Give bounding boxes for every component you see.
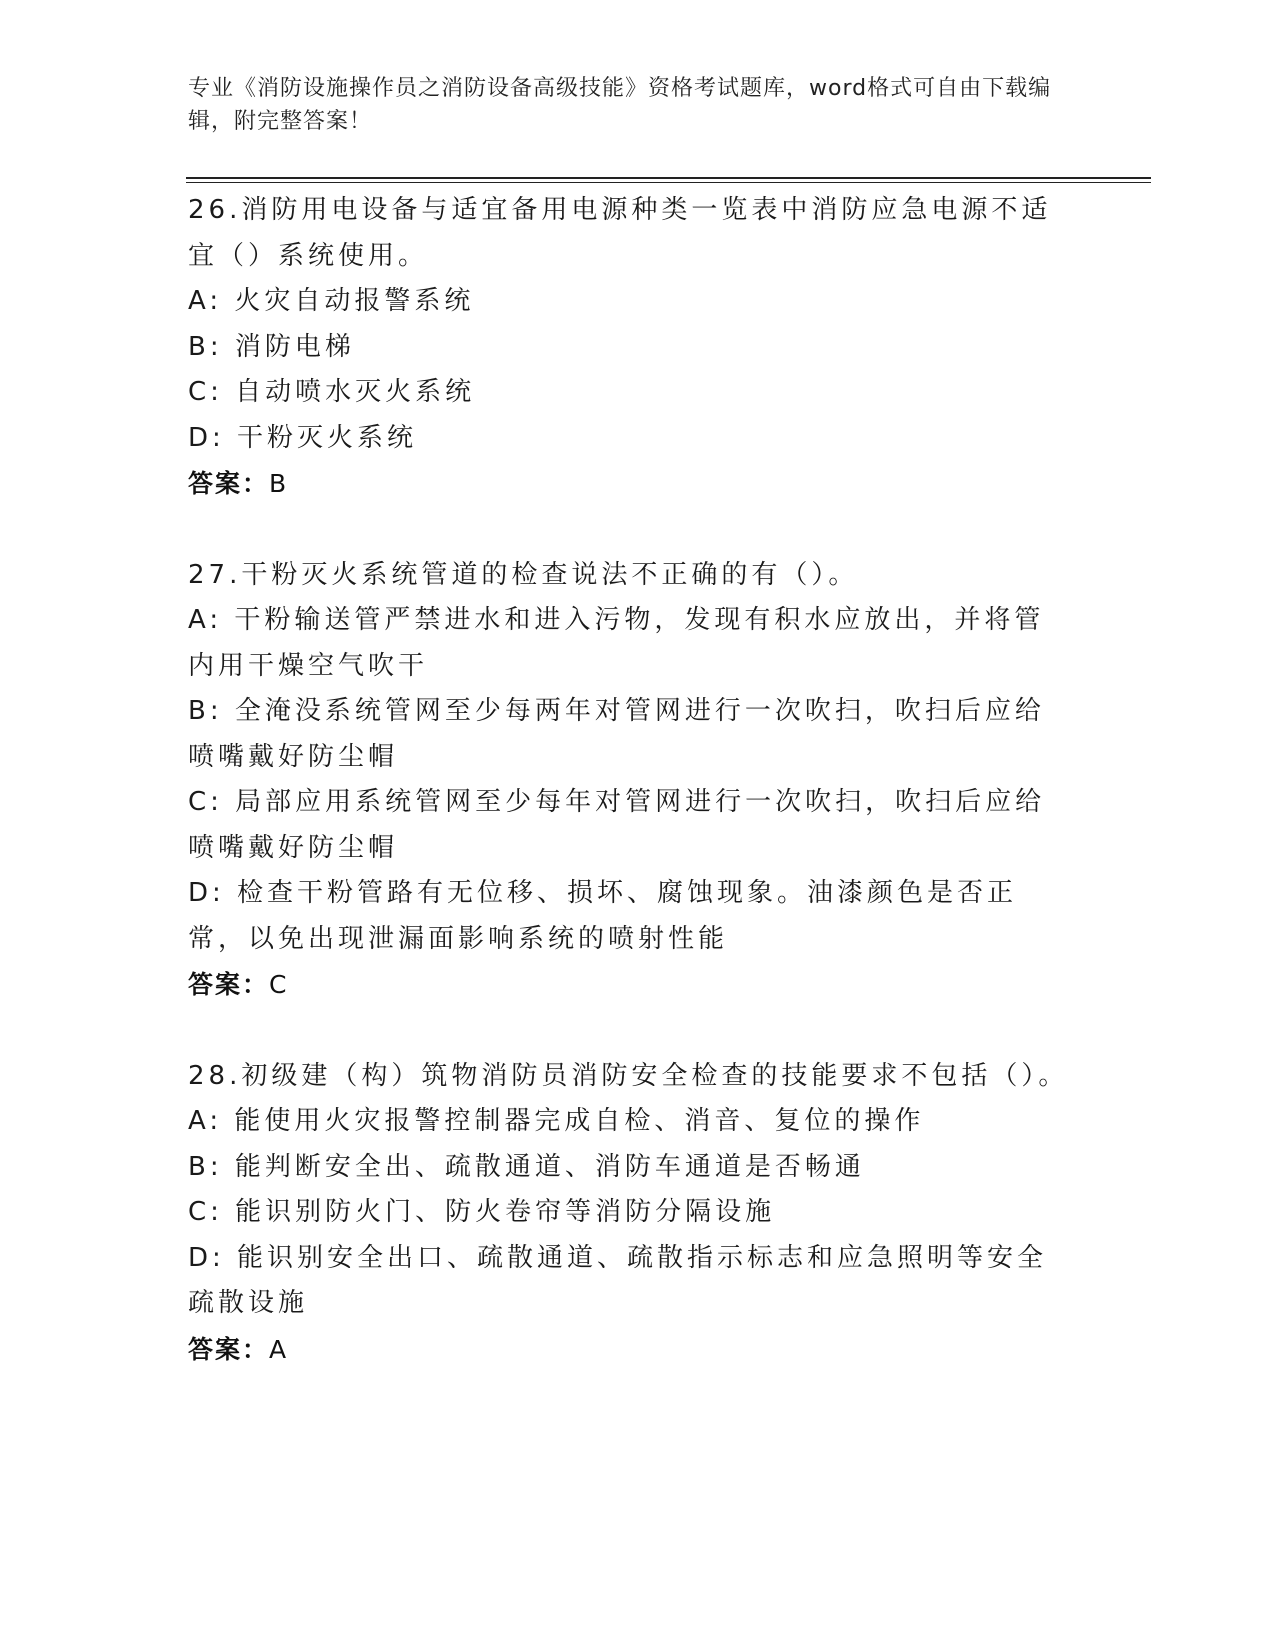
header-divider-thick — [186, 177, 1151, 179]
question-stem: 27.干粉灭火系统管道的检查说法不正确的有（）。 — [188, 559, 859, 590]
option-d: D: 干粉灭火系统 — [188, 422, 418, 453]
question-26 — [188, 188, 1073, 507]
question-list — [188, 188, 1073, 1418]
answer-label: 答案： — [188, 469, 270, 498]
option-a: A: 干粉输送管严禁进水和进入污物，发现有积水应放出，并将管内用干燥空气吹干 — [188, 605, 1045, 681]
question-stem: 28.初级建（构）筑物消防员消防安全检查的技能要求不包括（）。 — [188, 1060, 1069, 1091]
answer-value: A — [269, 1334, 289, 1364]
document-header: 专业《消防设施操作员之消防设备高级技能》资格考试题库，word格式可自由下载编辑，附完整答案！ — [188, 76, 1052, 134]
option-b: B: 消防电梯 — [188, 331, 355, 362]
answer-line — [188, 962, 1073, 1008]
answer-line — [188, 1327, 1073, 1373]
option-d: D: 能识别安全出口、疏散通道、疏散指示标志和应急照明等安全疏散设施 — [188, 1242, 1048, 1318]
option-c: C: 自动喷水灭火系统 — [188, 377, 476, 407]
answer-value: B — [269, 469, 289, 498]
option-c: C: 局部应用系统管网至少每年对管网进行一次吹扫，吹扫后应给喷嘴戴好防尘帽 — [188, 787, 1046, 863]
header-divider-thin — [186, 182, 1151, 183]
option-b: B: 全淹没系统管网至少每两年对管网进行一次吹扫，吹扫后应给喷嘴戴好防尘帽 — [188, 696, 1045, 772]
question-28 — [188, 1054, 1073, 1373]
option-d: D: 检查干粉管路有无位移、损坏、腐蚀现象。油漆颜色是否正常，以免出现泄漏面影响系统的喷射性能 — [188, 878, 1018, 954]
answer-value: C — [269, 970, 289, 999]
question-stem: 26.消防用电设备与适宜备用电源种类一览表中消防应急电源不适宜（）系统使用。 — [188, 195, 1052, 271]
answer-label: 答案： — [188, 970, 270, 999]
question-27 — [188, 553, 1073, 1008]
answer-label: 答案： — [188, 1334, 270, 1364]
option-b: B: 能判断安全出、疏散通道、消防车通道是否畅通 — [188, 1151, 865, 1182]
option-a: A: 能使用火灾报警控制器完成自检、消音、复位的操作 — [188, 1106, 925, 1136]
option-a: A: 火灾自动报警系统 — [188, 286, 475, 316]
option-c: C: 能识别防火门、防火卷帘等消防分隔设施 — [188, 1197, 776, 1227]
answer-line — [188, 461, 1073, 507]
